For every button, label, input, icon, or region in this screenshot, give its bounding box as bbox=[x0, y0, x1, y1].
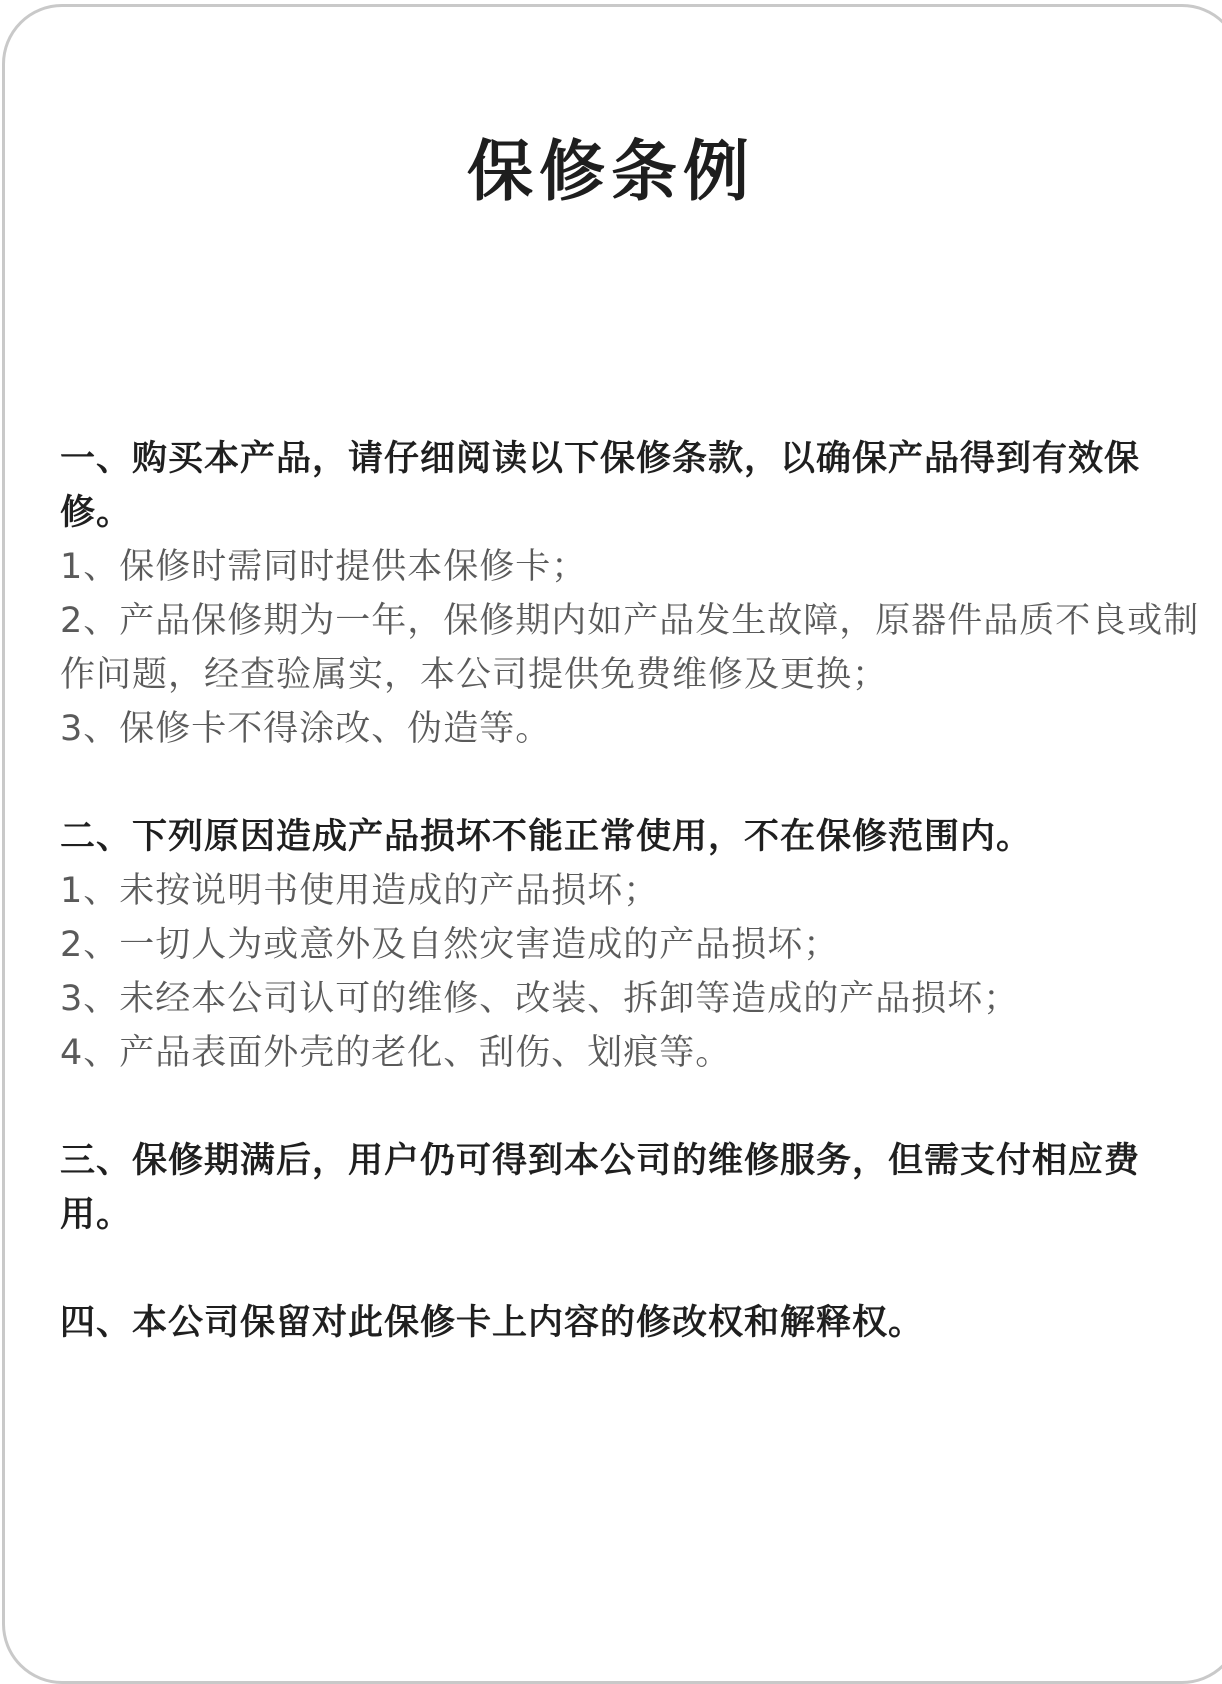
section-heading: 二、下列原因造成产品损坏不能正常使用，不在保修范围内。 bbox=[60, 817, 1033, 857]
list-item: 4、产品表面外壳的老化、刮伤、划痕等。 bbox=[60, 1033, 732, 1073]
list-item: 1、未按说明书使用造成的产品损坏； bbox=[60, 871, 660, 911]
list-item: 1、保修时需同时提供本保修卡； bbox=[60, 547, 588, 587]
list-item: 3、保修卡不得涂改、伪造等。 bbox=[60, 709, 552, 749]
section-1 bbox=[60, 432, 1200, 756]
list-item: 2、产品保修期为一年，保修期内如产品发生故障，原器件品质不良或制作问题，经查验属实，本公司提供免费维修及更换； bbox=[60, 601, 1200, 695]
section-3 bbox=[60, 1134, 1200, 1242]
section-2 bbox=[60, 810, 1200, 1080]
section-4 bbox=[60, 1296, 1200, 1350]
list-item: 3、未经本公司认可的维修、改装、拆卸等造成的产品损坏； bbox=[60, 979, 1020, 1019]
section-heading: 三、保修期满后，用户仍可得到本公司的维修服务，但需支付相应费用。 bbox=[60, 1141, 1141, 1235]
list-item: 2、一切人为或意外及自然灾害造成的产品损坏； bbox=[60, 925, 840, 965]
section-heading: 一、购买本产品，请仔细阅读以下保修条款，以确保产品得到有效保修。 bbox=[60, 439, 1141, 533]
section-heading: 四、本公司保留对此保修卡上内容的修改权和解释权。 bbox=[60, 1303, 925, 1343]
page-title: 保修条例 bbox=[467, 133, 755, 210]
warranty-terms bbox=[60, 432, 1200, 1404]
